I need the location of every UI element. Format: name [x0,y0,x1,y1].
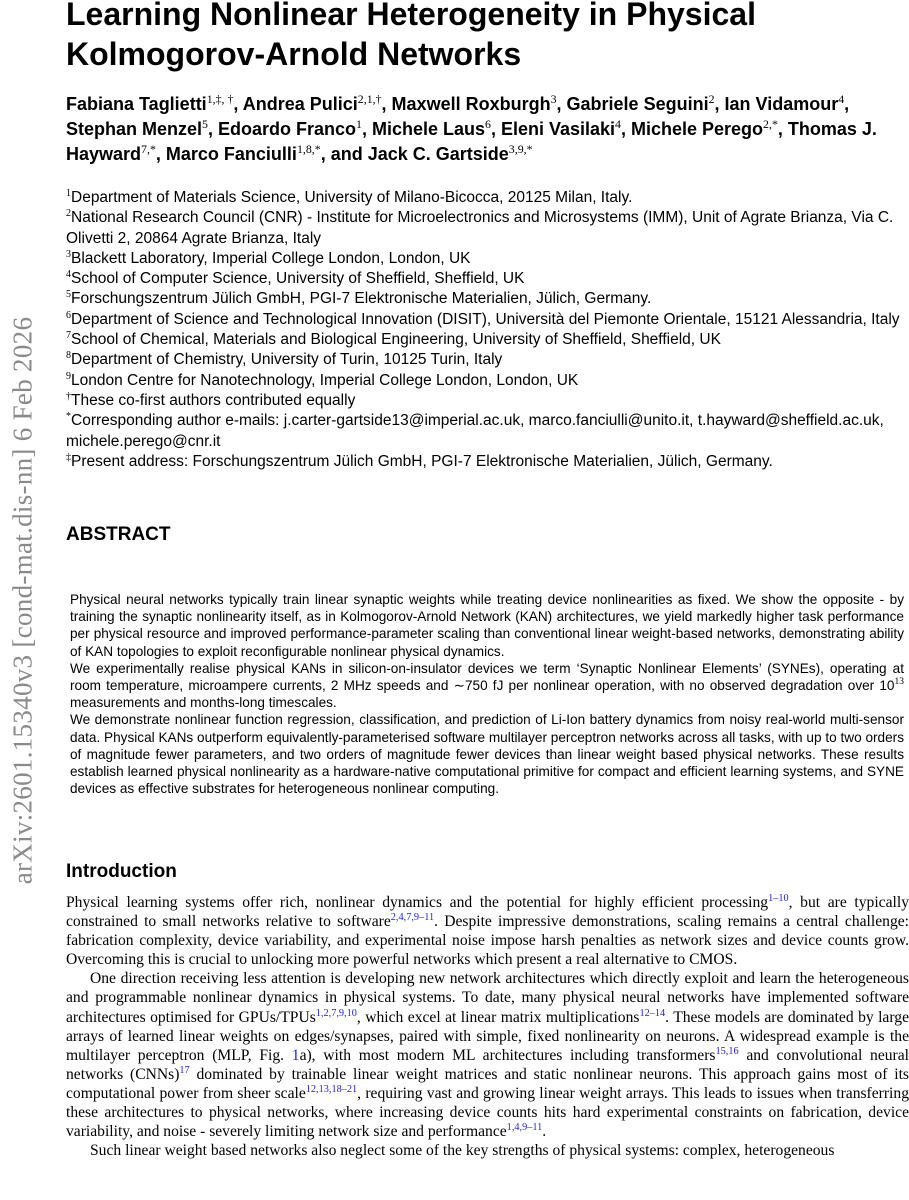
author-name: Marco Fanciulli [165,144,297,164]
affiliation-mark: 8 [66,350,71,362]
author-name: Michele Laus [371,119,485,139]
author-name: Eleni Vasilaki [500,119,616,139]
affiliation [66,391,909,411]
author-affiliation-marks: 5 [202,116,208,131]
author-separator: , [155,144,166,164]
paper-title [66,0,896,74]
author-affiliation-marks: 1,8,* [296,141,321,156]
paragraph-text: and convolutional neural networks (CNNs) [66,1046,909,1083]
author-separator: , [777,119,788,139]
affiliation-text: Department of Science and Technological Innovation (DISIT), Università del Piemonte Orientale, 15121 Alessandria, Italy [71,310,900,328]
paragraph-text: . [542,1123,547,1141]
affiliation-mark: 2 [66,208,71,220]
citation-link[interactable]: 12,13,18–21 [305,1083,358,1095]
affiliation-mark: 4 [66,269,71,281]
author-affiliation-marks: 3,9,* [508,141,533,156]
arxiv-sidebar [0,0,48,1200]
affiliation-text: Blackett Laboratory, Imperial College London, London, UK [71,249,471,267]
paragraph-text: . Despite impressive demonstrations, scaling remains a central challenge: fabrication complexity, device variability, and experimental noise impose harsh penalties as network sizes and device counts grow. Overcoming this is crucial to unlocking more powerful networks which present a real alternative to CMOS. [66,913,909,969]
affiliation-text: These co-first authors contributed equally [71,391,356,409]
author-affiliation-marks: 1 [356,116,362,131]
abstract-paragraph: Physical neural networks typically train linear synaptic weights while treating device nonlinearities as fixed. We show the opposite - by training the synaptic nonlinearity itself, as in Kolmogorov-Arnold Network (KAN) architectures, we yield markedly higher task performance per physical resource and improved performance-parameter scaling than conventional linear weight-based networks, demonstrating ability of KAN topologies to exploit reconfigurable nonlinear physical dynamics. [70,592,904,659]
affiliation-mark: 6 [66,309,71,321]
citation-link[interactable]: 2,4,7,9–11 [390,911,435,923]
citation-link[interactable]: 17 [179,1064,190,1076]
affiliation-mark: 9 [66,370,71,382]
affiliation [66,289,909,309]
affiliation-mark: 3 [66,248,71,260]
abstract-body [70,591,904,797]
citation-link[interactable]: 1,2,7,9,10 [315,1007,357,1019]
author-list [66,92,901,167]
author-name: Jack C. Gartside [367,144,509,164]
paragraph-text: Such linear weight based networks also neglect some of the key strengths of physical systems: complex, heterogeneous [90,1142,835,1160]
citation-link[interactable]: 1–10 [768,892,789,904]
author-separator: , [620,119,631,139]
author-affiliation-marks: 2 [708,91,715,106]
abstract-paragraph: We demonstrate nonlinear function regression, classification, and prediction of Li-Ion battery dynamics from noisy real-world multi-sensor data. Physical KANs outperform equivalently-parameterised software multilayer perceptron networks across all tasks, with up to two orders of magnitude fewer parameters, and two orders of magnitude fewer devices than linear weight based physical networks. These results establish learned physical nonlinearity as a hardware-native computational primitive for compact and efficient learning systems, and SYNE devices as effective substrates for heterogeneous nonlinear computing. [70,712,904,797]
affiliation-text: London Centre for Nanotechnology, Imperial College London, London, UK [71,371,579,389]
author-name: Stephan Menzel [66,119,203,139]
affiliation-mark: * [66,411,71,423]
author-affiliation-marks: 4 [615,116,621,131]
author-affiliation-marks: 2,* [763,116,778,131]
author-separator: , and [320,144,368,164]
author-separator: , [556,94,567,114]
author-separator: , [207,119,218,139]
author-affiliation-marks: 7,* [141,141,156,156]
affiliation-mark: † [66,390,71,402]
figure-reference-link[interactable]: 1 [291,1046,300,1064]
author-separator: , [490,119,501,139]
paragraph-text: dominated by trainable linear weight matrices and static nonlinear neurons. This approach gains most of its computational power from sheer scale [66,1065,909,1102]
affiliation-text: School of Chemical, Materials and Biological Engineering, University of Sheffield, Sheffield, UK [71,331,721,349]
author-name: Maxwell Roxburgh [391,94,551,114]
author-affiliation-marks: 4 [838,91,845,106]
affiliation [66,411,909,452]
affiliation [66,350,909,370]
citation-link[interactable]: 1,4,9–11 [506,1121,543,1133]
paragraph-text: One direction receiving less attention is developing new network architectures which directly exploit and learn the heterogeneous and programmable nonlinear dynamics in physical systems. To date, many physical neural networks have implemented software architectures optimised for GPUs/TPUs [66,970,909,1026]
affiliation-text: Present address: Forschungszentrum Jülich GmbH, PGI-7 Elektronische Materialien, Jülich, Germany. [71,452,773,470]
author-name: Edoardo Franco [217,119,356,139]
author-name: Gabriele Seguini [566,94,709,114]
introduction-paragraph [66,1141,909,1160]
author-name: Fabiana Taglietti [66,94,207,114]
introduction-paragraph [66,893,909,969]
paragraph-text: Physical learning systems offer rich, nonlinear dynamics and the potential for highly efficient processing [66,894,769,911]
exponent: 13 [894,677,904,688]
affiliation [66,330,909,350]
abstract-heading: ABSTRACT [66,524,171,545]
author-name: Andrea Pulici [242,94,358,114]
affiliation-text: National Research Council (CNR) - Institute for Microelectronics and Microsystems (IMM), Unit of Agrate Brianza, Via C. Olivetti 2, 20864 Agrate Brianza, Italy [66,209,894,247]
arxiv-identifier: arXiv:2601.15340v3 [cond-mat.dis-nn] 6 Feb 2026 [7,316,38,884]
title-line-1: Learning Nonlinear Heterogeneity in Physical [66,0,756,32]
author-separator: , [714,94,725,114]
citation-link[interactable]: 15,16 [715,1045,739,1057]
author-affiliation-marks: 3 [550,91,557,106]
paragraph-text: a), with most modern ML architectures including transformers [299,1046,716,1064]
affiliation-text: Forschungszentrum Jülich GmbH, PGI-7 Elektronische Materialien, Jülich, Germany. [71,290,652,308]
affiliation-mark: 5 [66,289,71,301]
introduction-body [66,893,909,1160]
affiliation [66,371,909,391]
paragraph-text: , requiring vast and growing linear weight arrays. This leads to issues when transferring these architectures to physical networks, where increasing device counts hits hard experimental constraints on fabrication, device variability, and noise - severely limiting network size and performance [66,1084,909,1141]
affiliation-text: Corresponding author e-mails: j.carter-gartside13@imperial.ac.uk, marco.fanciulli@unito.it, t.hayward@sheffield.ac.uk, michele.perego@cnr.it [66,412,884,450]
author-affiliation-marks: 1,‡, † [206,91,234,106]
affiliation-text: Department of Materials Science, University of Milano-Bicocca, 20125 Milan, Italy. [71,189,633,206]
affiliation-mark: ‡ [66,451,71,463]
affiliation-text: School of Computer Science, University of Sheffield, Sheffield, UK [71,270,525,288]
affiliation-text: Department of Chemistry, University of Turin, 10125 Turin, Italy [71,351,503,369]
affiliation-list [66,188,909,472]
affiliation [66,188,909,208]
title-line-2: Kolmogorov-Arnold Networks [66,36,522,72]
author-separator: , [844,94,850,114]
introduction-heading: Introduction [66,861,177,882]
author-name: Ian Vidamour [724,94,839,114]
affiliation [66,452,909,472]
introduction-paragraph [66,969,909,1141]
paragraph-text: . These models are dominated by large arrays of learned linear weights on edges/synapses, paired with simple, fixed nonlinearity on neurons. A widespread example is the multilayer perceptron (MLP, Fig. [66,1008,909,1064]
paragraph-text: , which excel at linear matrix multiplications [356,1008,640,1026]
affiliation [66,269,909,289]
author-separator: , [361,119,372,139]
affiliation [66,249,909,269]
affiliation-mark: 7 [66,330,71,342]
affiliation [66,310,909,330]
author-name: Thomas J. Hayward [66,119,877,164]
abstract-text: measurements and months-long timescales. [70,695,337,711]
citation-link[interactable]: 12–14 [639,1007,666,1019]
author-separator: , [381,94,392,114]
author-affiliation-marks: 6 [485,116,491,131]
author-separator: , [233,94,243,114]
paragraph-text: , but are typically constrained to small networks relative to software [66,894,909,931]
abstract-paragraph [70,660,904,712]
affiliation-mark: 1 [66,188,71,199]
author-affiliation-marks: 2,1,† [357,91,382,106]
author-name: Michele Perego [630,119,764,139]
affiliation [66,208,909,249]
abstract-text: We experimentally realise physical KANs in silicon-on-insulator devices we term ‘Synaptic Nonlinear Elements’ (SYNEs), operating at room temperature, microampere currents, 2 MHz speeds and ∼750 fJ per nonlinear operation, with no observed degradation over 10 [70,660,904,694]
